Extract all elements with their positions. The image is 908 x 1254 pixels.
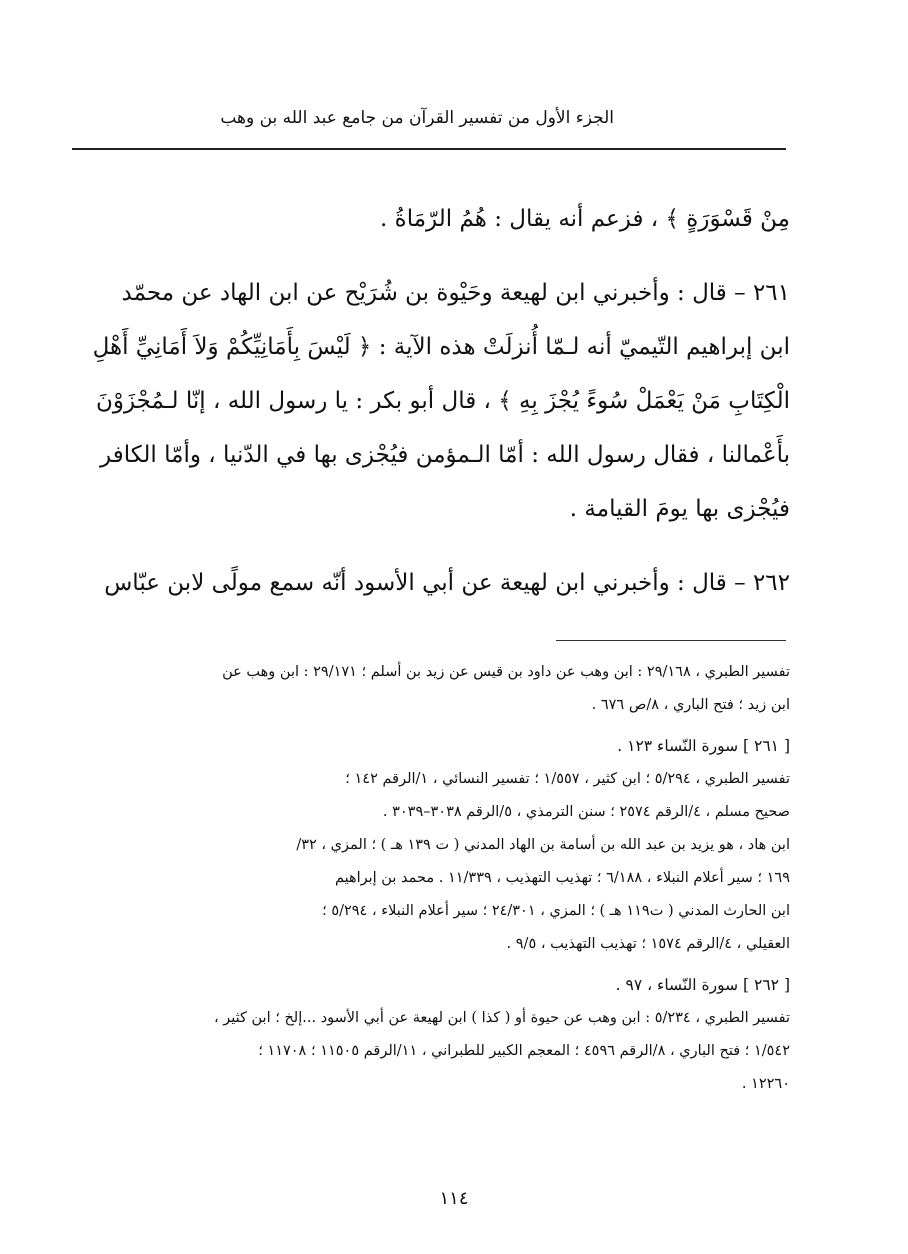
footnote-line: ١٦٩ ؛ سير أعلام النبلاء ، ٦/١٨٨ ؛ تهذيب التهذيب ، ١١/٣٣٩ . محمد بن إبراهيم: [334, 870, 790, 886]
footnote-rule: [556, 640, 786, 641]
running-header: الجزء الأول من تفسير القرآن من جامع عبد الله بن وهب: [220, 108, 614, 128]
footnote-line: ابن هاد ، هو يزيد بن عبد الله بن أسامة بن الهاد المدني ( ت ١٣٩ هـ ) ؛ المزي ، ٣٢/: [296, 837, 790, 853]
text-line: ٢٦٢ – قال : وأخبرني ابن لهيعة عن أبي الأسود أنّه سمع مولًى لابن عبّاس: [104, 570, 790, 596]
page-number: ١١٤: [439, 1188, 469, 1209]
text-line: مِنْ قَسْوَرَةٍ ﴾ ، فزعم أنه يقال : هُمُ الرّمَاةُ .: [380, 206, 790, 232]
main-text: [66, 192, 790, 610]
header-rule: [72, 148, 786, 150]
footnotes: [66, 656, 790, 1101]
paragraph-gap: [66, 536, 790, 556]
text-line: ابن إبراهيم التّيميّ أنه لـمّا أُنزلَتْ هذه الآية : ﴿ لَيْسَ بِأَمَانِيِّكُمْ وَلاَ أَمَانِيِّ أَهْلِ: [92, 334, 790, 360]
footnote-verse-ref: [ ٢٦٢ ] سورة النّساء ، ٩٧ .: [615, 976, 790, 994]
footnote-line: صحيح مسلم ، ٤/الرقم ٢٥٧٤ ؛ سنن الترمذي ، ٥/الرقم ٣٠٣٨–٣٠٣٩ .: [382, 804, 790, 820]
text-line: ٢٦١ – قال : وأخبرني ابن لهيعة وحَيْوة بن شُرَيْح عن ابن الهاد عن محمّد: [121, 280, 790, 306]
footnote-gap: [66, 961, 790, 969]
footnote-verse-ref: [ ٢٦١ ] سورة النّساء ١٢٣ .: [617, 737, 790, 755]
text-line: بأَعْمالنا ، فقال رسول الله : أمّا الـمؤمن فيُجْزى بها في الدّنيا ، وأمّا الكافر: [100, 442, 790, 468]
footnote-line: تفسير الطبري ، ٥/٢٩٤ ؛ ابن كثير ، ١/٥٥٧ ؛ تفسير النسائي ، ١/الرقم ١٤٢ ؛: [345, 771, 790, 787]
text-line: الْكِتَابِ مَنْ يَعْمَلْ سُوءً يُجْزَ بِهِ ﴾ ، قال أبو بكر : يا رسول الله ، إنّا لـمُجْزَوْنَ: [95, 388, 790, 414]
footnote-line: ابن زيد ؛ فتح الباري ، ٨/ص ٦٧٦ .: [591, 697, 790, 713]
footnote-gap: [66, 722, 790, 730]
footnote-line: ١/٥٤٢ ؛ فتح الباري ، ٨/الرقم ٤٥٩٦ ؛ المعجم الكبير للطبراني ، ١١/الرقم ١١٥٠٥ ؛ ١١٧٠٨ ؛: [258, 1043, 790, 1059]
footnote-line: ابن الحارث المدني ( ت١١٩ هـ ) ؛ المزي ، ٢٤/٣٠١ ؛ سير أعلام النبلاء ، ٥/٢٩٤ ؛: [322, 903, 790, 919]
footnote-line: ١٢٢٦٠ .: [741, 1076, 790, 1092]
paragraph-gap: [66, 246, 790, 266]
footnote-line: تفسير الطبري ، ٥/٢٣٤ : ابن وهب عن حيوة أو ( كذا ) ابن لهيعة عن أبي الأسود ...إلخ ؛ ابن كثير ،: [213, 1010, 790, 1026]
footnote-line: تفسير الطبري ، ٢٩/١٦٨ : ابن وهب عن داود بن قيس عن زيد بن أسلم ؛ ٢٩/١٧١ : ابن وهب عن: [222, 664, 790, 680]
footnote-line: العقيلي ، ٤/الرقم ١٥٧٤ ؛ تهذيب التهذيب ، ٩/٥ .: [506, 936, 790, 952]
text-line: فيُجْزى بها يومَ القيامة .: [569, 496, 790, 522]
